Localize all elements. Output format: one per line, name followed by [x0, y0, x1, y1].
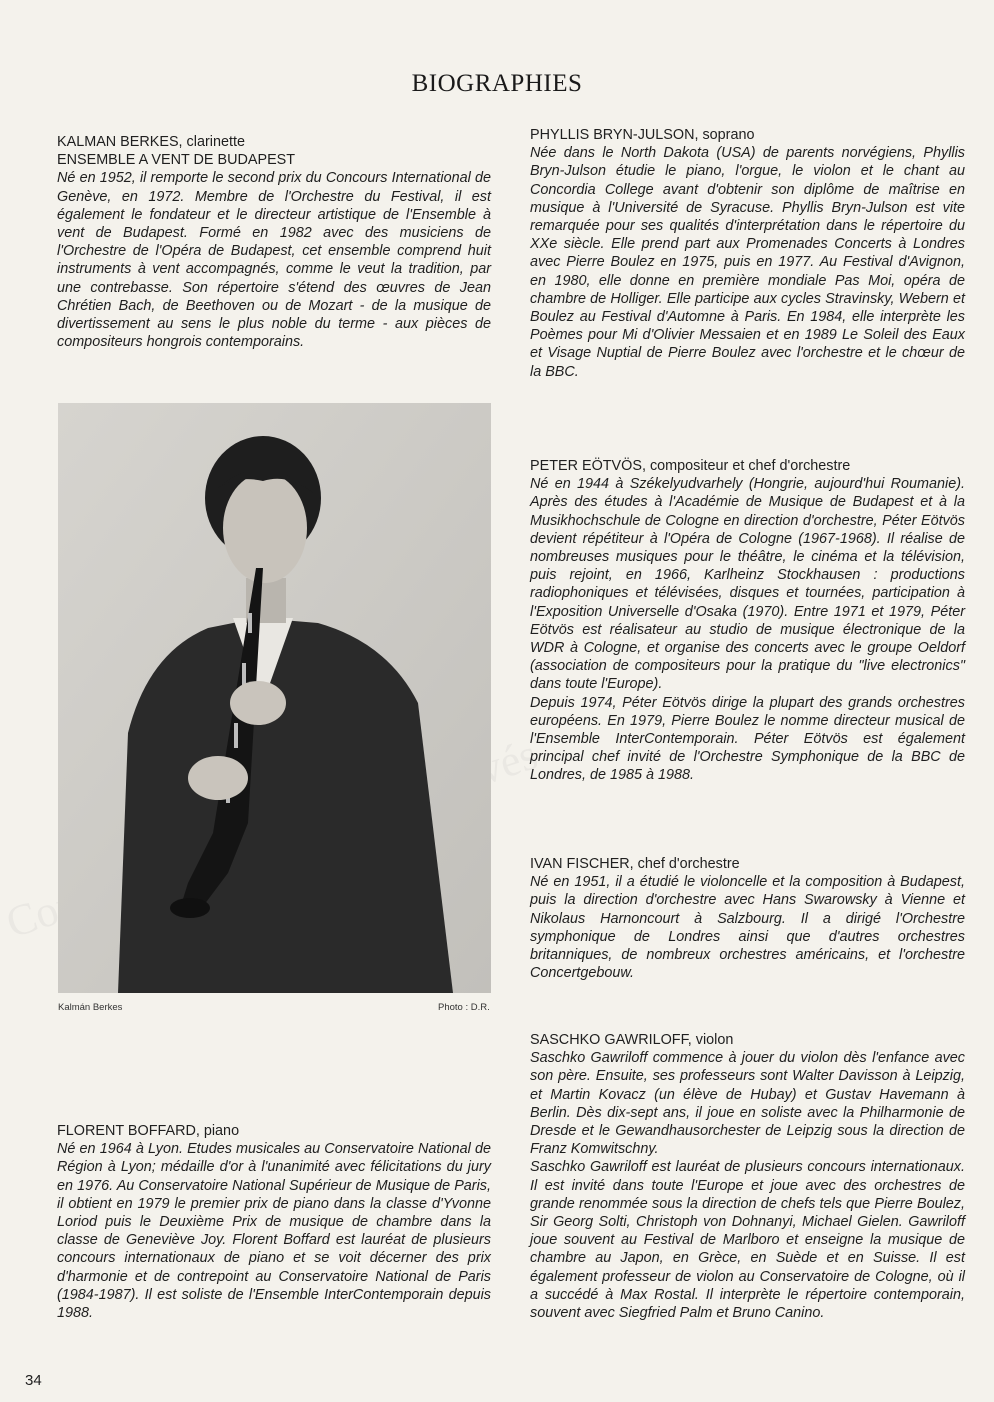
portrait-photo: [58, 403, 491, 993]
photo-caption: Kalmán Berkes: [58, 1002, 123, 1013]
bio-bryn-julson: [530, 126, 965, 381]
bio-eotvos: [530, 457, 965, 785]
bio-text: Née dans le North Dakota (USA) de parents norvégiens, Phyllis Bryn-Julson étudie le piano, l'orgue, le violon et le chant au Concordia College avant d'obtenir son diplôme de maîtrise en musique à l'Université de Syracuse. Phyllis Bryn-Julson est vite remarquée pour ses qualités d'interprétation dans le répertoire du XXe siècle. Elle prend part aux Promenades Concerts à Londres avec Pierre Boulez en 1975, puis en 1977. Au Festival d'Avignon, en 1980, elle donne en première mondiale Pas Moi, opéra de chambre de Holliger. Elle participe aux cycles Stravinsky, Webern et Boulez au Festival d'Automne à Paris. En 1984, elle interprète les Poèmes pour Mi d'Olivier Messaien et en 1989 Le Soleil des Eaux et Visage Nuptial de Pierre Boulez avec l'orchestre et le chœur de la BBC.: [530, 145, 965, 380]
bio-text: Né en 1951, il a étudié le violoncelle et la composition à Budapest, puis la direction d'orchestre avec Hans Swarowsky à Vienne et Nikolaus Harnoncourt à Salzbourg. Il a dirigé l'Orchestre symphonique de Londres ainsi que d'autres orchestres britanniques, de nombreux orchestres américains, et l'orchestre Concertgebouw.: [530, 874, 965, 982]
bio-fischer: [530, 855, 965, 982]
bio-text: Saschko Gawriloff commence à jouer du violon dès l'enfance avec son père. Ensuite, ses professeurs sont Walter Davisson à Leipzig, et Martin Kovacz (un élève de Hubay) et Gustav Havemann à Berlin. Dès dix-sept ans, il joue en soliste avec la Philharmonie de Dresde et le Gewandhausorchester de Leipzig sous la direction de Franz Komwitschny.: [530, 1050, 965, 1158]
bio-name: PETER EÖTVÖS, compositeur et chef d'orchestre: [530, 458, 851, 474]
bio-berkes: [57, 133, 491, 351]
bio-text: Saschko Gawriloff est lauréat de plusieurs concours internationaux. Il est invité dans toute l'Europe et joue avec des orchestres de grande renommée sous la direction de chefs tels que Pierre Boulez, Sir Georg Solti, Christoph von Dohnanyi, Michael Gielen. Gawriloff joue souvent au Festival de Marlboro et enseigne la musique de chambre au Japon, en Grèce, en Suède et en Suisse. Il est également professeur de violon au Conservatoire de Cologne, où il a succédé à Max Rostal. Il interprète le répertoire contemporain, souvent avec Siegfried Palm et Bruno Canino.: [530, 1159, 965, 1322]
bio-text: Né en 1944 à Székelyudvarhely (Hongrie, aujourd'hui Roumanie). Après des études à l'Académie de Musique de Budapest et à la Musikhochschule de Cologne en direction d'orchestre, Péter Eötvös devient répétiteur à l'Opéra de Cologne (1967-1968). Il réalise de nombreuses musiques pour le théâtre, le cinéma et la télévision, puis rejoint, en 1966, Karlheinz Stockhausen : productions radiophoniques et télévisées, disques et tournées, participation à l'Exposition Universelle d'Osaka (1970). Entre 1971 et 1979, Péter Eötvös est réalisateur au studio de musique électronique de la WDR à Cologne, et organise des concerts avec le groupe Oeldorf (association de compositeurs pour la pratique du "live electronics" dans toute l'Europe).: [530, 476, 965, 693]
bio-text: Né en 1952, il remporte le second prix du Concours International de Genève, en 1972. Membre de l'Orchestre du Festival, il est également le fondateur et le directeur artistique de l'Ensemble à vent de Budapest. Formé en 1982 avec des musiciens de l'Orchestre de l'Opéra de Budapest, cet ensemble comprend huit instruments à vent accompagnés, comme le veut la tradition, par une contrebasse. Son répertoire s'étend des œuvres de Jean Chrétien Bach, de Beethoven ou de Mozart - de la musique de divertissement au sens le plus noble du terme - aux pièces de compositeurs hongrois contemporains.: [57, 170, 491, 351]
clarinettist-photo: [58, 403, 491, 993]
bio-name: PHYLLIS BRYN-JULSON, soprano: [530, 127, 755, 143]
page-number: 34: [25, 1372, 42, 1389]
bio-name: FLORENT BOFFARD, piano: [57, 1123, 240, 1139]
bio-name: IVAN FISCHER, chef d'orchestre: [530, 856, 740, 872]
bio-boffard: [57, 1122, 491, 1322]
bio-name: KALMAN BERKES, clarinette: [57, 134, 245, 150]
page-title: BIOGRAPHIES: [411, 70, 583, 97]
bio-name: SASCHKO GAWRILOFF, violon: [530, 1032, 734, 1048]
bio-text: Né en 1964 à Lyon. Etudes musicales au Conservatoire National de Région à Lyon; médaille d'or à l'unanimité avec félicitations du jury en 1976. Au Conservatoire National Supérieur de Musique de Paris, il obtient en 1979 le premier prix de piano dans la classe d'Yvonne Loriod puis le Deuxième Prix de musique de chambre dans la classe de Geneviève Joy. Florent Boffard est lauréat de plusieurs concours internationaux de piano et se voit décerner des prix d'harmonie et de contrepoint au Conservatoire National de Paris (1984-1987). Il est soliste de l'Ensemble InterContemporain depuis 1988.: [57, 1141, 491, 1322]
bio-text: Depuis 1974, Péter Eötvös dirige la plupart des grands orchestres européens. En 1979, Pierre Boulez le nomme directeur musical de l'Ensemble InterContemporain. Péter Eötvös est également principal chef invité de l'Orchestre Symphonique de la BBC de Londres, de 1985 à 1988.: [530, 694, 965, 784]
bio-gawriloff: [530, 1031, 965, 1322]
bio-ensemble: ENSEMBLE A VENT DE BUDAPEST: [57, 152, 296, 169]
photo-credit: Photo : D.R.: [438, 1002, 490, 1013]
